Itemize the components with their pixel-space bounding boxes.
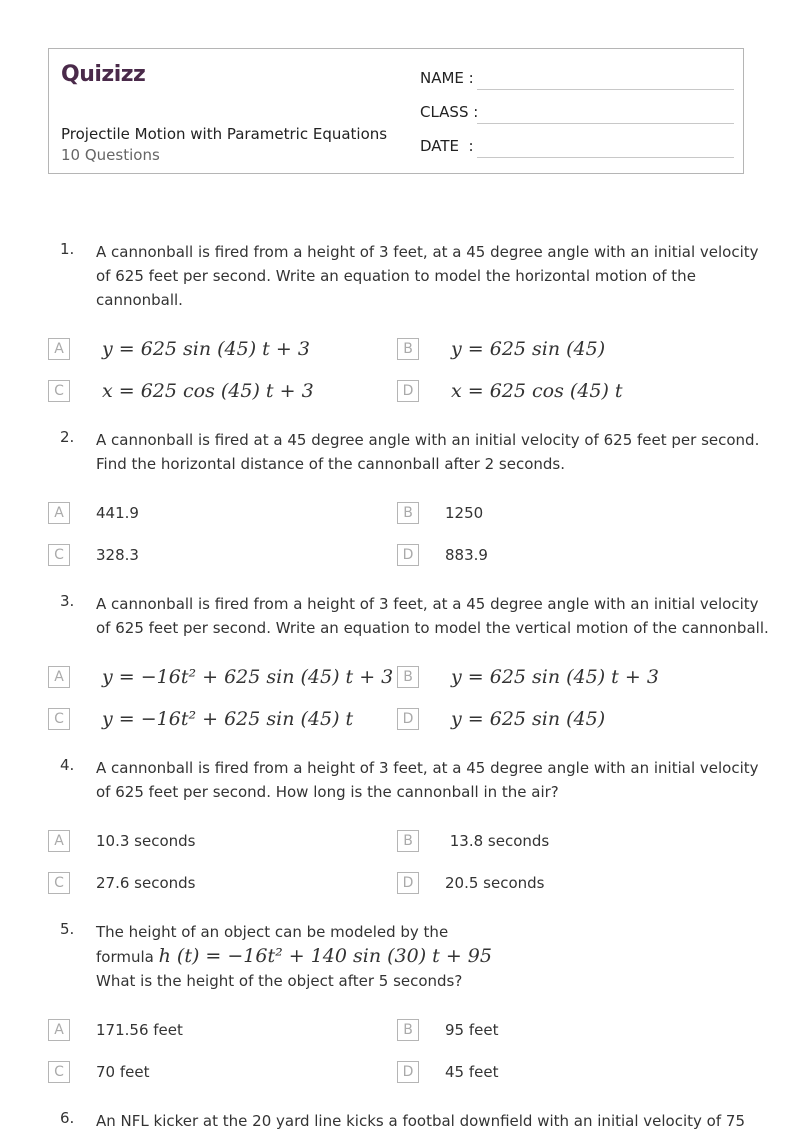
question-count: 10 Questions: [61, 146, 160, 164]
option-text: 171.56 feet: [96, 1021, 183, 1039]
option-text: 328.3: [96, 546, 139, 564]
option-text: 1250: [445, 504, 484, 522]
option-letter: A: [48, 502, 70, 524]
question-number: 5.: [60, 920, 75, 938]
question-text: [96, 1109, 748, 1133]
option-text: y = 625 sin (45) t + 3: [451, 666, 659, 688]
class-field[interactable]: [420, 103, 734, 127]
question-text-line: What is the height of the object after 5 seconds?: [96, 972, 463, 990]
option-letter: B: [397, 666, 419, 688]
option-text: x = 625 cos (45) t + 3: [102, 380, 314, 402]
question-text-line: A cannonball is fired from a height of 3 feet, at a 45 degree angle with an initial velocity: [96, 759, 759, 777]
date-label: DATE :: [420, 137, 474, 155]
option-text: y = −16t² + 625 sin (45) t + 3: [102, 666, 394, 688]
question-number: 1.: [60, 240, 75, 258]
option-letter: A: [48, 830, 70, 852]
question-number: 4.: [60, 756, 75, 774]
formula-math: h (t) = −16t² + 140 sin (30) t + 95: [158, 945, 492, 967]
question-text: [96, 920, 748, 993]
class-line[interactable]: [477, 123, 734, 124]
option-text: 10.3 seconds: [96, 832, 196, 850]
option-text: y = 625 sin (45) t + 3: [102, 338, 310, 360]
question-text-line: of 625 feet per second. Write an equation to model the horizontal motion of the: [96, 267, 696, 285]
option-text: 70 feet: [96, 1063, 150, 1081]
option-letter: D: [397, 544, 419, 566]
option-letter: D: [397, 708, 419, 730]
question-text-line: Find the horizontal distance of the cannonball after 2 seconds.: [96, 455, 566, 473]
question-text-line: cannonball.: [96, 291, 183, 309]
class-label: CLASS :: [420, 103, 479, 121]
option-text: 441.9: [96, 504, 139, 522]
name-line[interactable]: [477, 89, 734, 90]
question-text: [96, 240, 759, 312]
option-letter: B: [397, 338, 419, 360]
question-text: [96, 756, 759, 804]
question-text: [96, 428, 760, 476]
option-letter: C: [48, 380, 70, 402]
option-letter: C: [48, 872, 70, 894]
option-letter: B: [397, 830, 419, 852]
option-letter: A: [48, 666, 70, 688]
option-text: y = 625 sin (45): [451, 708, 606, 730]
question-text-line: of 625 feet per second. Write an equation to model the vertical motion of the cannonball.: [96, 619, 769, 637]
option-letter: D: [397, 380, 419, 402]
question-text: [96, 592, 769, 640]
svg-text:Quizizz: Quizizz: [61, 62, 146, 87]
worksheet-header: [48, 48, 744, 174]
option-text: 27.6 seconds: [96, 874, 196, 892]
quizizz-logo: [61, 59, 153, 87]
question-text-line: [96, 944, 748, 969]
name-field[interactable]: [420, 69, 734, 93]
option-letter: D: [397, 1061, 419, 1083]
question-number: 6.: [60, 1109, 75, 1127]
option-text: 20.5 seconds: [445, 874, 545, 892]
question-text-line: An NFL kicker at the 20 yard line kicks a footbal downfield with an initial velocity of 75: [96, 1112, 745, 1130]
option-letter: C: [48, 708, 70, 730]
option-letter: A: [48, 338, 70, 360]
option-letter: C: [48, 544, 70, 566]
question-text-line: A cannonball is fired from a height of 3 feet, at a 45 degree angle with an initial velocity: [96, 595, 759, 613]
name-label: NAME :: [420, 69, 474, 87]
question-number: 2.: [60, 428, 75, 446]
date-field[interactable]: [420, 137, 734, 161]
option-letter: C: [48, 1061, 70, 1083]
option-text: 45 feet: [445, 1063, 499, 1081]
option-text: 95 feet: [445, 1021, 499, 1039]
question-text-line: The height of an object can be modeled by the: [96, 923, 449, 941]
option-text: y = −16t² + 625 sin (45) t: [102, 708, 354, 730]
question-text-line: A cannonball is fired from a height of 3 feet, at a 45 degree angle with an initial velocity: [96, 243, 759, 261]
option-letter: B: [397, 1019, 419, 1041]
option-letter: A: [48, 1019, 70, 1041]
formula-prefix: formula: [96, 948, 154, 966]
option-letter: B: [397, 502, 419, 524]
option-text: x = 625 cos (45) t: [451, 380, 623, 402]
worksheet-title: Projectile Motion with Parametric Equations: [61, 125, 388, 143]
question-text-line: of 625 feet per second. How long is the cannonball in the air?: [96, 783, 559, 801]
question-text-line: A cannonball is fired at a 45 degree angle with an initial velocity of 625 feet per second.: [96, 431, 760, 449]
question-number: 3.: [60, 592, 75, 610]
option-letter: D: [397, 872, 419, 894]
option-text: 883.9: [445, 546, 488, 564]
option-text: 13.8 seconds: [445, 832, 550, 850]
option-text: y = 625 sin (45): [451, 338, 606, 360]
date-line[interactable]: [477, 157, 734, 158]
